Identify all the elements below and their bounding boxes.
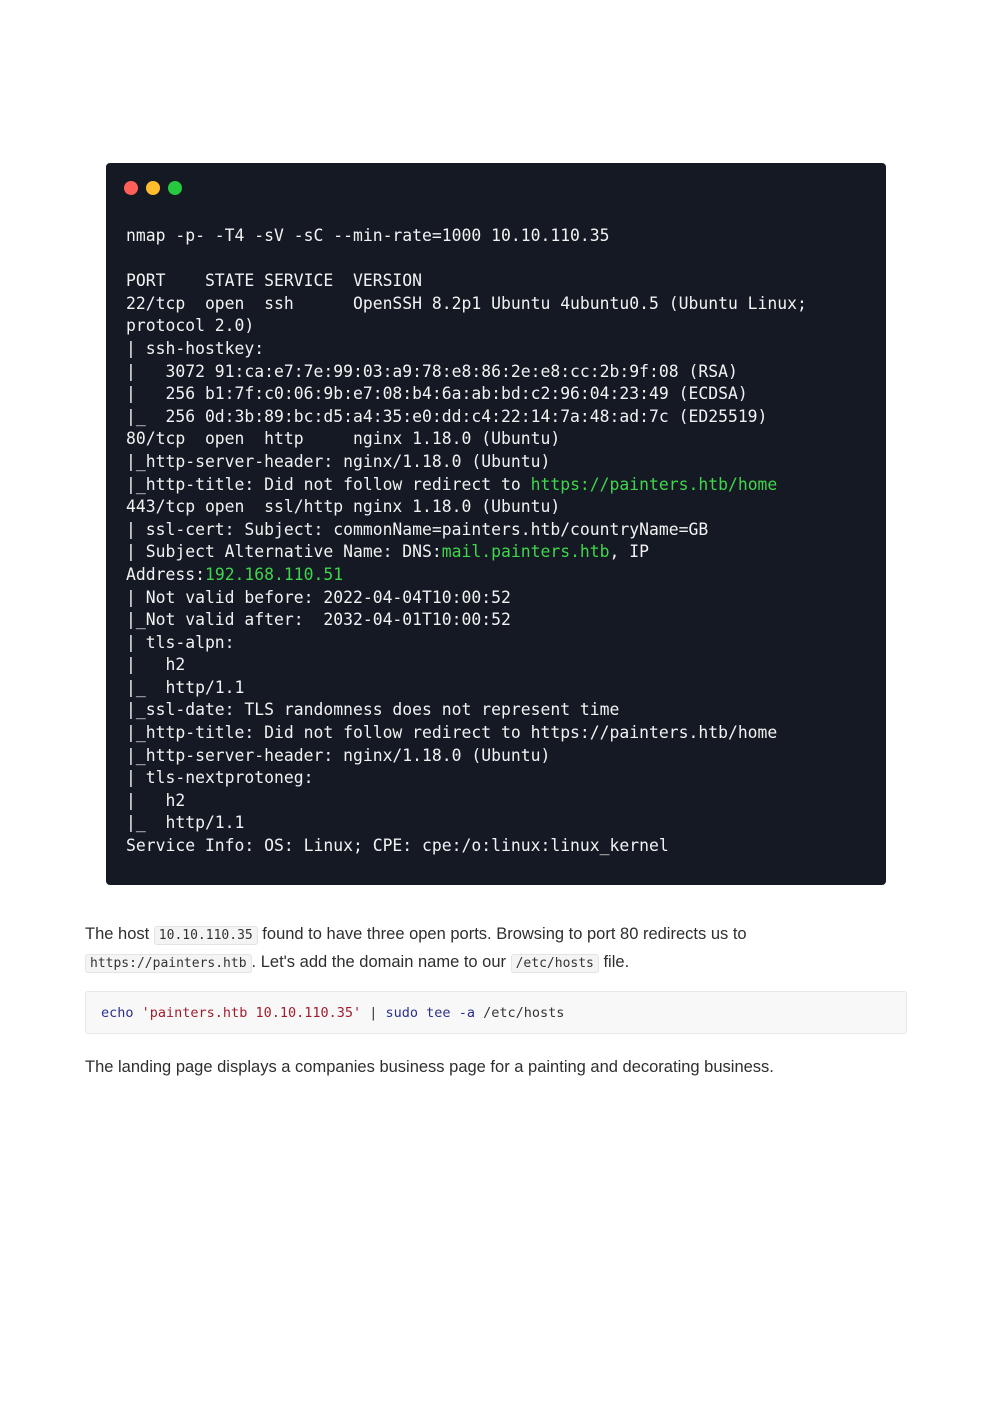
terminal-line [126, 293, 876, 316]
terminal-text: | h2 [126, 655, 186, 675]
terminal-text: | ssh-hostkey: [126, 338, 265, 358]
terminal-line [126, 225, 876, 248]
terminal-text: |_ssl-date: TLS randomness does not represent time [126, 700, 620, 720]
terminal-text: |_ 256 0d:3b:89:bc:d5:a4:35:e0:dd:c4:22:14:7a:48:ad:7c (ED25519) [126, 406, 768, 426]
terminal-line [126, 315, 876, 338]
terminal-text: 22/tcp open ssh OpenSSH 8.2p1 Ubuntu 4ubuntu0.5 (Ubuntu Linux; [126, 293, 807, 313]
terminal-line [126, 677, 876, 700]
terminal-text: |_http-title: Did not follow redirect to https://painters.htb/home [126, 723, 778, 743]
terminal-text: , IP [609, 542, 650, 562]
highlighted-link: 192.168.110.51 [204, 564, 344, 584]
terminal-line [126, 609, 876, 632]
code-token-path: /etc/hosts [483, 1005, 565, 1021]
terminal-line [126, 632, 876, 655]
terminal-text: | h2 [126, 790, 186, 810]
terminal-text: |_ http/1.1 [126, 813, 245, 833]
terminal-line [126, 474, 876, 497]
inline-code-url: https://painters.htb [85, 954, 252, 973]
paragraph-text: . Let's add the domain name to our [251, 953, 511, 971]
code-token-string: 'painters.htb 10.10.110.35' [141, 1005, 362, 1021]
terminal-line [126, 722, 876, 745]
terminal-line [126, 654, 876, 677]
inline-code-ip: 10.10.110.35 [154, 926, 258, 945]
terminal-line [126, 451, 876, 474]
code-token-tee: tee [426, 1005, 451, 1021]
code-token-echo: echo [101, 1005, 134, 1021]
terminal-text: |_http-title: Did not follow redirect to [126, 474, 531, 494]
terminal-line [126, 745, 876, 768]
terminal-text: Address: [126, 564, 205, 584]
terminal-line [126, 564, 876, 587]
terminal-line [126, 338, 876, 361]
terminal-text: protocol 2.0) [126, 316, 255, 336]
terminal-line [126, 790, 876, 813]
terminal-line [126, 699, 876, 722]
terminal-text: | Not valid before: 2022-04-04T10:00:52 [126, 587, 511, 607]
code-block-hosts-command [85, 991, 907, 1034]
terminal-text: | 256 b1:7f:c0:06:9b:e7:08:b4:6a:ab:bd:c2:96:04:23:49 (ECDSA) [126, 384, 748, 404]
maximize-dot-icon [168, 181, 182, 195]
terminal-line [126, 835, 876, 858]
terminal-text: |_ http/1.1 [126, 677, 245, 697]
terminal-text: | ssl-cert: Subject: commonName=painters.htb/countryName=GB [126, 519, 709, 539]
code-token-pipe: | [361, 1005, 386, 1021]
paragraph-text: found to have three open ports. Browsing to port 80 redirects us to [257, 925, 747, 943]
terminal-line [126, 428, 876, 451]
terminal-line [126, 248, 876, 271]
terminal-line [126, 767, 876, 790]
minimize-dot-icon [146, 181, 160, 195]
window-controls [124, 181, 186, 195]
terminal-line [126, 361, 876, 384]
terminal-line [126, 383, 876, 406]
terminal-text: Service Info: OS: Linux; CPE: cpe:/o:linux:linux_kernel [126, 836, 669, 856]
paragraph-landing-page [85, 1056, 915, 1078]
paragraph-nmap-summary [85, 921, 915, 977]
terminal-line [126, 812, 876, 835]
terminal-text: |_Not valid after: 2032-04-01T10:00:52 [126, 610, 511, 630]
terminal-line [126, 496, 876, 519]
highlighted-link: mail.painters.htb [441, 542, 610, 562]
terminal-text: | tls-alpn: [126, 632, 235, 652]
terminal-output [126, 225, 876, 858]
paragraph-text: The host [85, 925, 154, 943]
terminal-text: PORT STATE SERVICE VERSION [126, 271, 423, 291]
terminal-text: nmap -p- -T4 -sV -sC --min-rate=1000 10.10.110.35 [126, 226, 610, 245]
terminal-line [126, 270, 876, 293]
terminal-text: |_http-server-header: nginx/1.18.0 (Ubuntu) [126, 745, 551, 765]
terminal-line [126, 587, 876, 610]
terminal-text: | 3072 91:ca:e7:7e:99:03:a9:78:e8:86:2e:e8:cc:2b:9f:08 (RSA) [126, 361, 738, 381]
terminal-line [126, 519, 876, 542]
code-token-sudo: sudo [385, 1005, 419, 1021]
inline-code-hosts-path: /etc/hosts [511, 954, 599, 973]
paragraph-text: file. [598, 953, 630, 971]
code-token-flag: -a [458, 1005, 475, 1021]
terminal-line [126, 541, 876, 564]
terminal-text: | tls-nextprotoneg: [126, 768, 314, 788]
terminal-text: | Subject Alternative Name: DNS: [126, 542, 442, 562]
terminal-line [126, 406, 876, 429]
highlighted-link: https://painters.htb/home [530, 474, 778, 494]
terminal-text: 80/tcp open http nginx 1.18.0 (Ubuntu) [126, 429, 561, 449]
terminal-window [106, 163, 886, 885]
paragraph-text: The landing page displays a companies business page for a painting and decorating business. [85, 1058, 774, 1076]
terminal-text: 443/tcp open ssl/http nginx 1.18.0 (Ubuntu) [126, 497, 561, 517]
terminal-text: |_http-server-header: nginx/1.18.0 (Ubuntu) [126, 451, 551, 471]
close-dot-icon [124, 181, 138, 195]
